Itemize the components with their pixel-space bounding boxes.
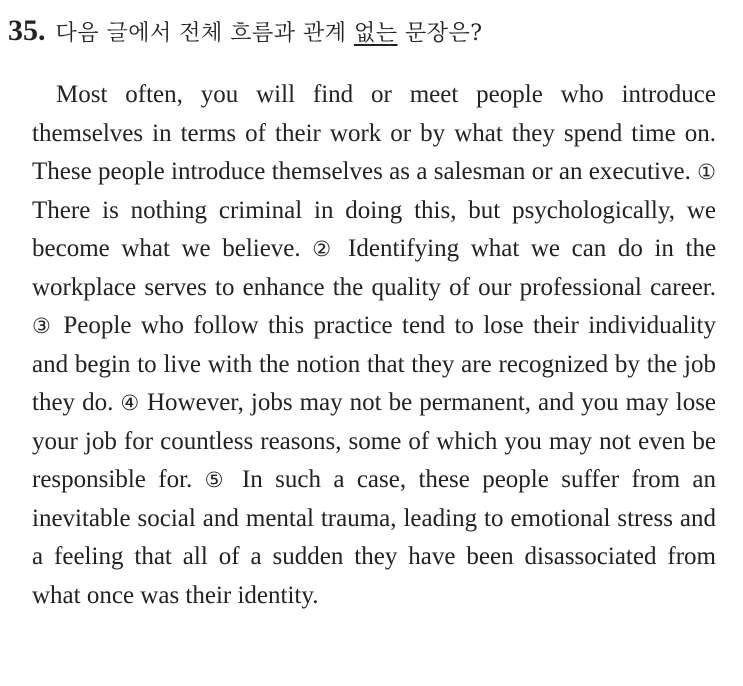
- sentence-5: In such a case, these people suffer from an inevitable social and mental trauma, leading to emotional stress and a feeling that all of a sudden they have been disassociated from what once was their identity.: [32, 466, 717, 609]
- question-header: [8, 14, 733, 58]
- question-number: 35.: [8, 14, 46, 47]
- sentence-marker-3: ③: [32, 314, 54, 338]
- sentence-2: Identifying what we can do in the workplace serves to enhance the quality of our professional career.: [32, 235, 717, 301]
- passage-intro: Most often, you will find or meet people who introduce themselves in terms of their work or by what they spend time on. These people introduce themselves as a salesman or an executive.: [32, 81, 716, 185]
- sentence-1: There is nothing criminal in doing this, but psychologically, we become what we believe.: [32, 196, 716, 262]
- passage: [32, 76, 716, 615]
- sentence-marker-5: ⑤: [204, 468, 230, 492]
- question-prompt: [56, 16, 483, 47]
- question-prompt-before: 다음 글에서 전체 흐름과 관계: [55, 21, 354, 46]
- sentence-marker-1: ①: [697, 160, 716, 184]
- sentence-marker-2: ②: [312, 237, 337, 261]
- sentence-3: People who follow this practice tend to lose their individuality and begin to live with the notion that they are recognized by the job they do.: [32, 312, 717, 416]
- question-prompt-after: 문장은?: [397, 21, 483, 46]
- sentence-4: However, jobs may not be permanent, and you may lose your job for countless reasons, some of which you may not even be responsible for.: [32, 389, 717, 493]
- question-prompt-underlined: 없는: [354, 21, 398, 46]
- sentence-marker-4: ④: [120, 391, 140, 415]
